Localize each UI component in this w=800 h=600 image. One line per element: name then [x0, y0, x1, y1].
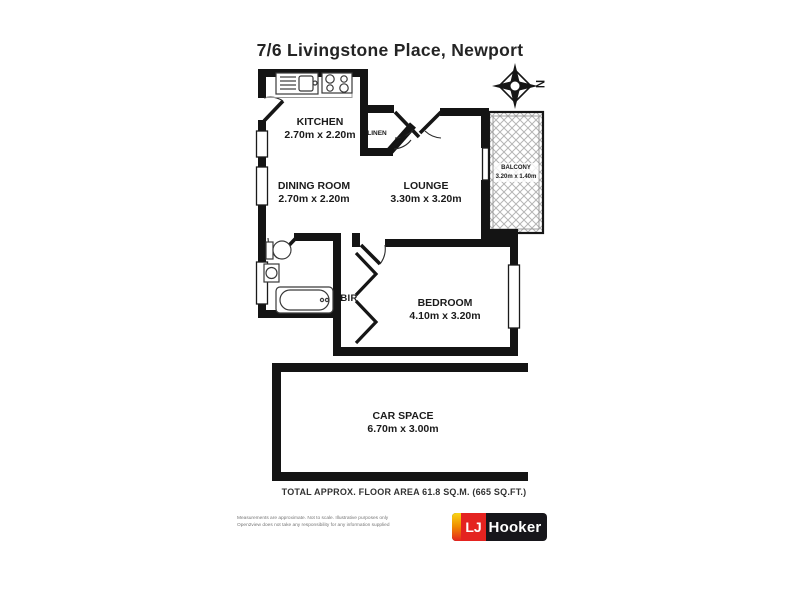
disclaimer-text: [237, 516, 390, 529]
bedroom-label: [409, 297, 480, 323]
car-space-dims: 6.70m x 3.00m: [367, 423, 439, 435]
kitchen-name: KITCHEN: [296, 116, 344, 128]
sink-icon: [276, 73, 318, 94]
car-space-name: CAR SPACE: [372, 410, 434, 422]
robe-doors: [356, 253, 376, 343]
bedroom-name: BEDROOM: [417, 297, 473, 309]
balcony-label: [494, 163, 539, 182]
lounge-dims: 3.30m x 3.20m: [390, 193, 462, 205]
disclaimer-line2: Open2view does not take any responsibility for any information supplied: [237, 522, 390, 528]
lounge-label: [390, 180, 461, 206]
bathtub-icon: [276, 287, 333, 313]
toilet-icon: [266, 241, 291, 259]
dining-room-name: DINING ROOM: [277, 180, 351, 192]
bir-label: BIR: [340, 293, 358, 304]
lounge-name: LOUNGE: [403, 180, 449, 192]
kitchen-dims: 2.70m x 2.20m: [284, 129, 356, 141]
vanity-icon: [264, 264, 279, 282]
bedroom-dims: 4.10m x 3.20m: [409, 310, 481, 322]
dining-room-label: [278, 180, 350, 206]
balcony-name: BALCONY: [501, 165, 531, 171]
page-title: 7/6 Livingstone Place, Newport: [256, 40, 524, 60]
kitchen-label: [284, 116, 355, 142]
disclaimer-line1: Measurements are approximate. Not to scale. Illustrative purposes only: [237, 516, 389, 521]
linen-label: LINEN: [367, 130, 387, 137]
car-space-label: [367, 410, 438, 436]
compass-north-label: N: [533, 79, 546, 89]
ljhooker-logo: [452, 513, 547, 541]
compass-rose-icon: [492, 63, 538, 109]
logo-gradient-stripe: [452, 513, 461, 541]
total-floor-area-text: TOTAL APPROX. FLOOR AREA 61.8 SQ.M. (665 SQ.FT.): [281, 487, 527, 497]
logo-brand-name: Hooker: [488, 518, 542, 536]
dining-room-dims: 2.70m x 2.20m: [278, 193, 350, 205]
stove-icon: [322, 73, 352, 93]
logo-lj-mark: LJ: [461, 513, 486, 541]
balcony-dims: 3.20m x 1.40m: [495, 173, 537, 180]
